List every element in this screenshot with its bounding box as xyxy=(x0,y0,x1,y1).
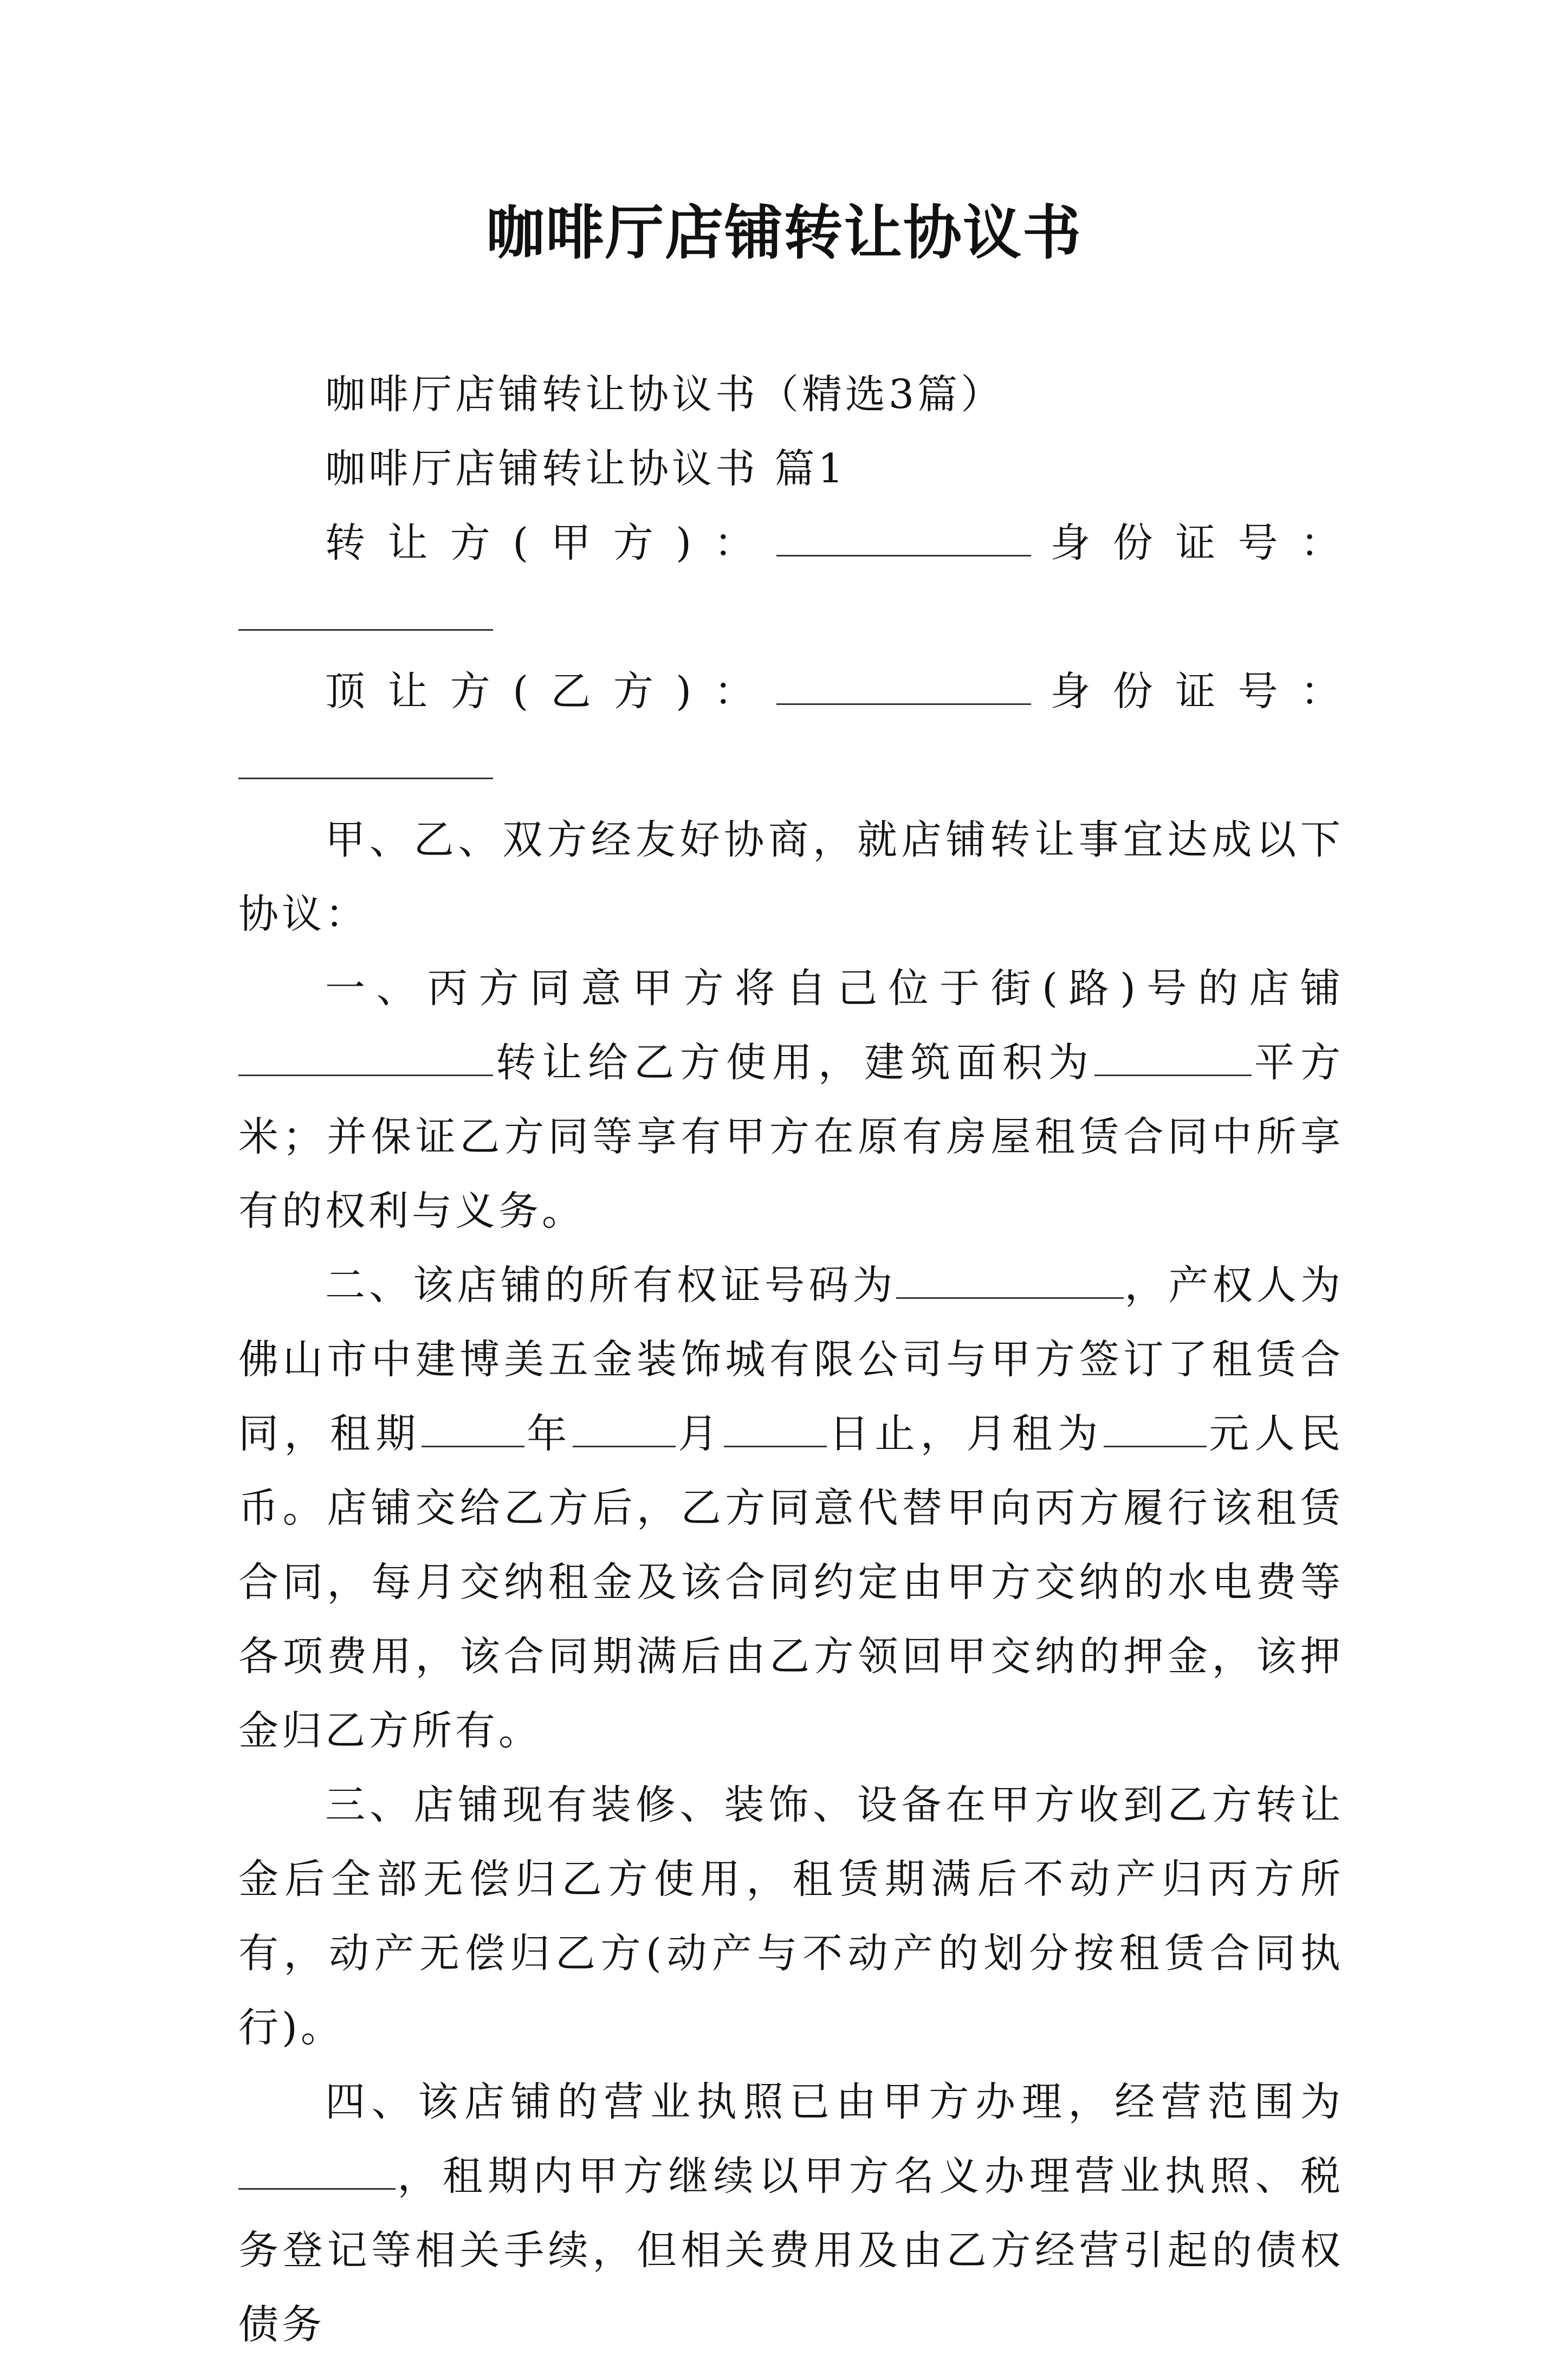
document-body xyxy=(238,358,1344,2362)
clause-2-year-blank[interactable] xyxy=(422,1408,524,1447)
clause-1-part-a: 一、丙方同意甲方将自己位于街(路)号的店铺 xyxy=(325,965,1344,1012)
section-heading xyxy=(238,432,1344,506)
clause-3-text: 三、店铺现有装修、装饰、设备在甲方收到乙方转让金后全部无偿归乙方使用，租赁期满后不动产归丙方所有，动产无偿归乙方(动产与不动产的划分按租赁合同执行)。 xyxy=(238,1782,1344,2051)
party-b-label: 顶让方(乙方)： xyxy=(325,668,776,715)
party-b-line xyxy=(238,655,1344,803)
clause-2-day: 日止，月租为 xyxy=(826,1410,1104,1457)
document-title: 咖啡厅店铺转让协议书 xyxy=(485,199,1082,267)
clause-3 xyxy=(238,1768,1344,2065)
clause-1 xyxy=(238,952,1344,1248)
party-a-line xyxy=(238,506,1344,655)
party-a-id-label: 身份证号： xyxy=(1031,520,1344,566)
clause-4-part-a: 四、该店铺的营业执照已由甲方办理，经营范围为 xyxy=(325,2079,1344,2125)
clause-1-part-b: 转让给乙方使用，建筑面积为 xyxy=(493,1039,1094,1086)
subtitle-text: 咖啡厅店铺转让协议书（精选3篇） xyxy=(325,371,1005,418)
clause-1-part-c: 平方米；并保证乙方同等享有甲方在原有房屋租赁合同中所享有的权利与义务。 xyxy=(238,1039,1344,1234)
intro-paragraph xyxy=(238,803,1344,952)
party-a-label: 转让方(甲方)： xyxy=(325,520,776,566)
intro-text: 甲、乙、双方经友好协商，就店铺转让事宜达成以下协议： xyxy=(238,817,1344,937)
clause-1-area-blank[interactable] xyxy=(1094,1037,1252,1076)
clause-2-month-blank[interactable] xyxy=(573,1408,676,1447)
clause-2-part-c: 元人民币。店铺交给乙方后，乙方同意代替甲向丙方履行该租赁合同，每月交纳租金及该合同约定由甲方交纳的水电费等各项费用，该合同期满后由乙方领回甲交纳的押金，该押金归乙方所有。 xyxy=(238,1410,1344,1754)
clause-2-month: 月 xyxy=(675,1410,724,1457)
clause-2-part-a: 二、该店铺的所有权证号码为 xyxy=(325,1262,897,1309)
party-a-id-blank[interactable] xyxy=(238,591,493,631)
party-b-id-blank[interactable] xyxy=(238,740,493,779)
clause-1-shop-blank[interactable] xyxy=(238,1037,493,1076)
clause-4 xyxy=(238,2065,1344,2362)
section-heading-text: 咖啡厅店铺转让协议书 篇1 xyxy=(325,445,847,492)
clause-2-day-blank[interactable] xyxy=(724,1408,827,1447)
clause-4-scope-blank[interactable] xyxy=(238,2150,396,2190)
party-a-name-blank[interactable] xyxy=(776,517,1031,556)
clause-2-rent-blank[interactable] xyxy=(1104,1408,1207,1447)
clause-2-part-b: ，产权人为佛山市中建博美五金装饰城有限公司与甲方签订了租赁合同，租期 xyxy=(238,1262,1344,1457)
subtitle xyxy=(238,358,1344,432)
clause-2-cert-blank[interactable] xyxy=(896,1259,1124,1299)
party-b-id-label: 身份证号： xyxy=(1031,668,1344,715)
clause-2 xyxy=(238,1248,1344,1768)
clause-2-year: 年 xyxy=(524,1410,573,1457)
clause-4-part-b: ，租期内甲方继续以甲方名义办理营业执照、税务登记等相关手续，但相关费用及由乙方经营引起的债权债务 xyxy=(238,2153,1344,2348)
party-b-name-blank[interactable] xyxy=(776,665,1031,705)
